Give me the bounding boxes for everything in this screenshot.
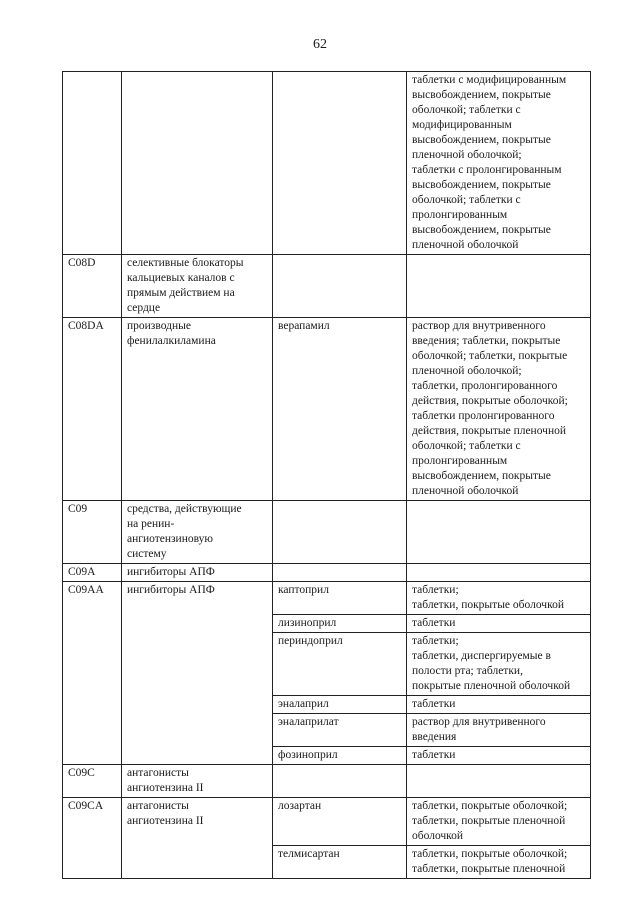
dosage-form-cell-line: раствор для внутривенного xyxy=(412,320,546,332)
dosage-form-cell xyxy=(407,747,591,765)
dosage-form-cell-line: покрытые пленочной оболочкой xyxy=(412,680,571,692)
group-name-cell xyxy=(122,501,273,564)
dosage-form-cell-line: таблетки xyxy=(412,698,456,710)
group-name-cell-line: кальциевых каналов с xyxy=(127,272,235,284)
dosage-form-cell-line: оболочкой; таблетки, покрытые xyxy=(412,350,568,362)
table-row xyxy=(63,318,591,501)
dosage-form-cell xyxy=(407,72,591,255)
group-name-cell-line: сердце xyxy=(127,302,161,314)
dosage-form-cell-line: таблетки, диспергируемые в xyxy=(412,650,551,662)
atc-code-cell xyxy=(63,255,122,318)
group-name-cell xyxy=(122,564,273,582)
dosage-form-cell-line: таблетки пролонгированного xyxy=(412,410,555,422)
dosage-form-cell-line: оболочкой; таблетки с xyxy=(412,440,521,452)
table-row xyxy=(63,72,591,255)
group-name-cell xyxy=(122,255,273,318)
drug-name-cell-line: верапамил xyxy=(278,320,330,332)
drug-name-cell-line: каптоприл xyxy=(278,584,329,596)
atc-code-cell-line: C09CA xyxy=(68,800,104,812)
group-name-cell-line: селективные блокаторы xyxy=(127,257,244,269)
dosage-form-cell-line: оболочкой; таблетки с xyxy=(412,104,521,116)
group-name-cell-line: антагонисты xyxy=(127,800,189,812)
dosage-form-cell-line: оболочкой xyxy=(412,830,464,842)
group-name-cell xyxy=(122,318,273,501)
group-name-cell xyxy=(122,72,273,255)
dosage-form-cell xyxy=(407,255,591,318)
atc-code-cell-line: C08DA xyxy=(68,320,104,332)
dosage-form-cell-line: таблетки; xyxy=(412,635,459,647)
atc-code-cell-line: C08D xyxy=(68,257,96,269)
dosage-form-cell-line: таблетки, покрытые оболочкой; xyxy=(412,800,568,812)
dosage-form-cell-line: таблетки с пролонгированным xyxy=(412,164,562,176)
dosage-form-cell-line: пленочной оболочкой; xyxy=(412,365,522,377)
dosage-form-cell xyxy=(407,714,591,747)
atc-code-cell-line: C09 xyxy=(68,503,88,515)
dosage-form-cell-line: оболочкой; таблетки с xyxy=(412,194,521,206)
dosage-form-cell-line: таблетки, покрытые пленочной xyxy=(412,863,566,875)
drug-name-cell xyxy=(273,564,407,582)
drug-name-cell xyxy=(273,633,407,696)
dosage-form-cell-line: полости рта; таблетки, xyxy=(412,665,523,677)
drug-name-cell-line: эналаприлат xyxy=(278,716,339,728)
drug-name-cell xyxy=(273,318,407,501)
group-name-cell-line: ангиотензиновую xyxy=(127,533,213,545)
dosage-form-cell-line: введения xyxy=(412,731,457,743)
group-name-cell-line: производные xyxy=(127,320,191,332)
dosage-form-cell-line: высвобождением, покрытые xyxy=(412,134,551,146)
dosage-form-cell-line: высвобождением, покрытые xyxy=(412,224,551,236)
group-name-cell-line: средства, действующие xyxy=(127,503,242,515)
group-name-cell-line: систему xyxy=(127,548,167,560)
group-name-cell-line: на ренин- xyxy=(127,518,175,530)
group-name-cell-line: ингибиторы АПФ xyxy=(127,566,215,578)
drug-name-cell xyxy=(273,615,407,633)
dosage-form-cell xyxy=(407,582,591,615)
table-row xyxy=(63,501,591,564)
dosage-form-cell-line: таблетки, покрытые оболочкой; xyxy=(412,848,568,860)
dosage-form-cell xyxy=(407,318,591,501)
group-name-cell xyxy=(122,798,273,879)
dosage-form-cell xyxy=(407,765,591,798)
dosage-form-cell-line: высвобождением, покрытые xyxy=(412,470,551,482)
drug-name-cell xyxy=(273,255,407,318)
medication-table-body xyxy=(63,72,591,879)
dosage-form-cell xyxy=(407,846,591,879)
table-row xyxy=(63,798,591,846)
drug-name-cell xyxy=(273,72,407,255)
drug-name-cell-line: лозартан xyxy=(278,800,322,812)
group-name-cell xyxy=(122,582,273,765)
dosage-form-cell-line: таблетки, покрытые пленочной xyxy=(412,815,566,827)
dosage-form-cell-line: высвобождением, покрытые xyxy=(412,89,551,101)
dosage-form-cell-line: таблетки xyxy=(412,617,456,629)
group-name-cell-line: антагонисты xyxy=(127,767,189,779)
drug-name-cell xyxy=(273,582,407,615)
atc-code-cell-line: C09C xyxy=(68,767,95,779)
dosage-form-cell-line: введения; таблетки, покрытые xyxy=(412,335,561,347)
dosage-form-cell xyxy=(407,564,591,582)
atc-code-cell xyxy=(63,318,122,501)
group-name-cell-line: ангиотензина II xyxy=(127,782,204,794)
drug-name-cell xyxy=(273,798,407,846)
dosage-form-cell xyxy=(407,615,591,633)
dosage-form-cell-line: пленочной оболочкой xyxy=(412,485,519,497)
drug-name-cell xyxy=(273,714,407,747)
table-row xyxy=(63,582,591,615)
medication-table xyxy=(62,71,591,879)
drug-name-cell-line: телмисартан xyxy=(278,848,340,860)
group-name-cell-line: фенилалкиламина xyxy=(127,335,216,347)
dosage-form-cell-line: пленочной оболочкой xyxy=(412,239,519,251)
dosage-form-cell xyxy=(407,501,591,564)
dosage-form-cell-line: таблетки, пролонгированного xyxy=(412,380,558,392)
drug-name-cell xyxy=(273,765,407,798)
dosage-form-cell xyxy=(407,798,591,846)
atc-code-cell xyxy=(63,582,122,765)
drug-name-cell xyxy=(273,747,407,765)
atc-code-cell xyxy=(63,501,122,564)
dosage-form-cell-line: высвобождением, покрытые xyxy=(412,179,551,191)
dosage-form-cell-line: таблетки, покрытые оболочкой xyxy=(412,599,564,611)
atc-code-cell xyxy=(63,72,122,255)
dosage-form-cell-line: таблетки xyxy=(412,749,456,761)
dosage-form-cell xyxy=(407,696,591,714)
group-name-cell-line: ингибиторы АПФ xyxy=(127,584,215,596)
dosage-form-cell-line: действия, покрытые пленочной xyxy=(412,425,567,437)
group-name-cell-line: ангиотензина II xyxy=(127,815,204,827)
dosage-form-cell-line: модифицированным xyxy=(412,119,512,131)
drug-name-cell-line: эналаприл xyxy=(278,698,329,710)
dosage-form-cell-line: пролонгированным xyxy=(412,209,508,221)
drug-name-cell xyxy=(273,696,407,714)
dosage-form-cell-line: таблетки; xyxy=(412,584,459,596)
atc-code-cell xyxy=(63,564,122,582)
drug-name-cell-line: лизиноприл xyxy=(278,617,337,629)
dosage-form-cell-line: раствор для внутривенного xyxy=(412,716,546,728)
dosage-form-cell-line: действия, покрытые оболочкой; xyxy=(412,395,568,407)
dosage-form-cell-line: пленочной оболочкой; xyxy=(412,149,522,161)
dosage-form-cell-line: пролонгированным xyxy=(412,455,508,467)
group-name-cell xyxy=(122,765,273,798)
drug-name-cell-line: фозиноприл xyxy=(278,749,338,761)
table-row xyxy=(63,255,591,318)
dosage-form-cell xyxy=(407,633,591,696)
atc-code-cell-line: C09AA xyxy=(68,584,104,596)
atc-code-cell xyxy=(63,765,122,798)
dosage-form-cell-line: таблетки с модифицированным xyxy=(412,74,567,86)
drug-name-cell xyxy=(273,846,407,879)
table-row xyxy=(63,765,591,798)
atc-code-cell-line: C09A xyxy=(68,566,96,578)
page-number: 62 xyxy=(313,37,327,52)
table-row xyxy=(63,564,591,582)
atc-code-cell xyxy=(63,798,122,879)
group-name-cell-line: прямым действием на xyxy=(127,287,235,299)
drug-name-cell-line: периндоприл xyxy=(278,635,343,647)
drug-name-cell xyxy=(273,501,407,564)
